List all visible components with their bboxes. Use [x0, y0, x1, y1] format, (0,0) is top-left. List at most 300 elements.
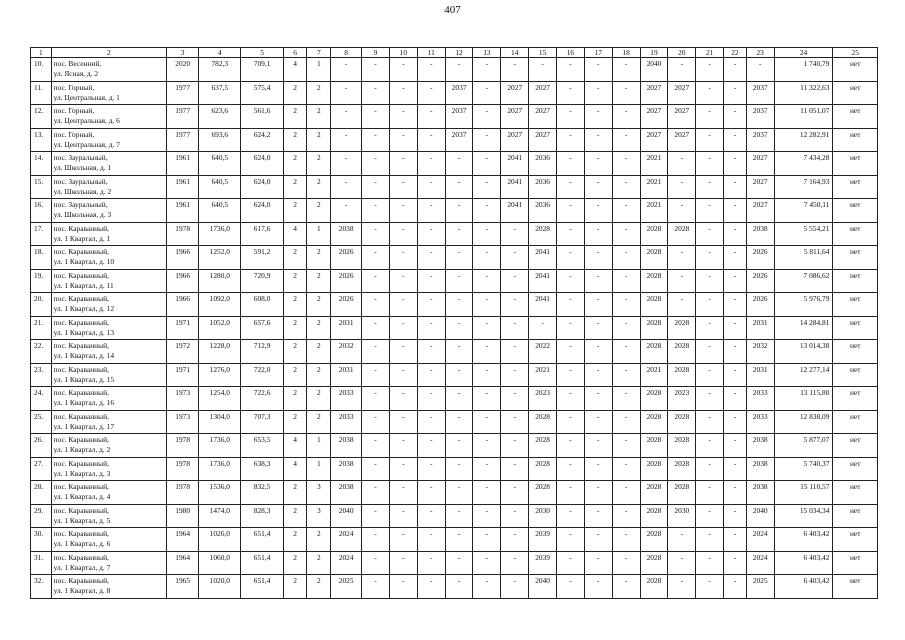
data-cell: - — [612, 363, 640, 387]
data-cell: 832,5 — [241, 481, 283, 505]
data-cell: - — [331, 105, 362, 129]
table-row — [31, 58, 878, 82]
table-row — [31, 457, 878, 481]
data-cell: - — [612, 293, 640, 317]
data-cell: - — [331, 199, 362, 223]
data-cell: 5 976,79 — [774, 293, 833, 317]
data-cell: - — [584, 58, 612, 82]
data-cell: - — [696, 363, 724, 387]
data-cell: 2026 — [331, 246, 362, 270]
address-settlement: пос. Караванный, — [53, 247, 109, 256]
address-settlement: пос. Весенний, — [53, 59, 102, 68]
data-cell: 2 — [283, 105, 307, 129]
data-cell: 712,9 — [241, 340, 283, 364]
data-cell: 638,3 — [241, 457, 283, 481]
data-cell: 2033 — [331, 410, 362, 434]
data-cell: - — [501, 340, 529, 364]
row-number: 31. — [31, 551, 52, 575]
data-cell: 623,6 — [199, 105, 241, 129]
data-cell: - — [724, 58, 747, 82]
data-cell: - — [362, 246, 390, 270]
data-cell: 2 — [283, 340, 307, 364]
data-cell: 657,6 — [241, 316, 283, 340]
data-cell: - — [668, 575, 696, 599]
data-cell: - — [612, 199, 640, 223]
data-cell: - — [362, 504, 390, 528]
data-cell: - — [612, 481, 640, 505]
data-cell: 2 — [307, 152, 331, 176]
address-street: ул. 1 Квартал, д. 6 — [53, 539, 111, 548]
data-cell: - — [724, 175, 747, 199]
data-cell: - — [501, 246, 529, 270]
data-cell: - — [557, 363, 585, 387]
data-cell: 1964 — [167, 528, 199, 552]
address-cell — [51, 363, 167, 387]
data-cell: - — [696, 58, 724, 82]
row-number: 20. — [31, 293, 52, 317]
data-cell: - — [389, 128, 417, 152]
data-cell: 2 — [307, 246, 331, 270]
data-cell: нет — [833, 363, 878, 387]
column-header: 19 — [640, 48, 668, 58]
data-cell: - — [668, 152, 696, 176]
table-row — [31, 316, 878, 340]
data-cell: 2028 — [640, 269, 668, 293]
data-cell: - — [584, 504, 612, 528]
data-cell: - — [501, 387, 529, 411]
data-cell: 2020 — [167, 58, 199, 82]
data-cell: 2033 — [331, 387, 362, 411]
data-cell: - — [445, 340, 473, 364]
data-cell: - — [612, 457, 640, 481]
data-cell: 2027 — [746, 199, 774, 223]
data-cell: - — [557, 340, 585, 364]
data-cell: 591,2 — [241, 246, 283, 270]
page-number: 407 — [444, 4, 461, 16]
data-cell: - — [612, 434, 640, 458]
data-cell: - — [417, 504, 445, 528]
data-cell: - — [668, 246, 696, 270]
address-cell — [51, 105, 167, 129]
table-row — [31, 81, 878, 105]
data-cell: - — [724, 575, 747, 599]
data-cell: - — [529, 316, 557, 340]
data-cell: 6 403,42 — [774, 528, 833, 552]
row-number: 29. — [31, 504, 52, 528]
data-cell: - — [584, 387, 612, 411]
address-settlement: пос. Зауральный, — [53, 200, 108, 209]
data-cell: - — [724, 340, 747, 364]
address-street: ул. 1 Квартал, д. 15 — [53, 374, 115, 384]
data-cell: 2023 — [529, 387, 557, 411]
data-cell: 2039 — [529, 528, 557, 552]
data-cell: 2031 — [331, 316, 362, 340]
data-cell: 637,5 — [199, 81, 241, 105]
data-cell: - — [473, 293, 501, 317]
data-cell: нет — [833, 575, 878, 599]
data-cell: - — [584, 410, 612, 434]
data-cell: - — [445, 387, 473, 411]
data-cell: 2027 — [668, 105, 696, 129]
data-cell: - — [501, 457, 529, 481]
data-cell: - — [362, 340, 390, 364]
data-cell: - — [473, 551, 501, 575]
data-cell: 3 — [307, 504, 331, 528]
data-cell: 624,0 — [241, 152, 283, 176]
address-cell — [51, 457, 167, 481]
table-row — [31, 410, 878, 434]
data-cell: - — [612, 222, 640, 246]
address-settlement: пос. Караванный, — [53, 552, 109, 562]
address-street: ул. 1 Квартал, д. 5 — [53, 515, 111, 525]
data-cell: - — [417, 269, 445, 293]
data-cell: 2028 — [640, 481, 668, 505]
data-cell: - — [389, 410, 417, 434]
data-cell: 2025 — [746, 575, 774, 599]
data-cell: - — [557, 199, 585, 223]
data-cell: - — [584, 81, 612, 105]
data-cell: 2027 — [668, 81, 696, 105]
table-body — [31, 58, 878, 599]
data-cell: - — [724, 269, 747, 293]
data-cell: - — [417, 551, 445, 575]
data-cell: - — [417, 434, 445, 458]
data-cell: 2028 — [640, 504, 668, 528]
row-number: 18. — [31, 246, 52, 270]
data-cell: 11 322,63 — [774, 81, 833, 105]
data-cell: - — [362, 551, 390, 575]
data-cell: - — [362, 457, 390, 481]
data-cell: 2 — [307, 575, 331, 599]
data-cell: 2022 — [529, 340, 557, 364]
data-cell: 2028 — [640, 246, 668, 270]
table-row — [31, 222, 878, 246]
data-cell: - — [389, 175, 417, 199]
data-cell: - — [501, 269, 529, 293]
address-street: ул. 1 Квартал, д. 10 — [53, 257, 115, 266]
address-street: ул. Центральная, д. 6 — [53, 116, 120, 125]
row-number: 32. — [31, 575, 52, 599]
column-header: 13 — [473, 48, 501, 58]
data-cell: 2 — [307, 316, 331, 340]
column-header: 7 — [307, 48, 331, 58]
data-cell: 3 — [307, 481, 331, 505]
data-cell: 2027 — [501, 105, 529, 129]
address-settlement: пос. Караванный, — [53, 482, 109, 491]
data-cell: 13 014,38 — [774, 340, 833, 364]
data-cell: 2027 — [640, 81, 668, 105]
data-cell: 2038 — [746, 222, 774, 246]
data-cell: - — [389, 222, 417, 246]
data-cell: 2028 — [668, 434, 696, 458]
data-cell: 608,0 — [241, 293, 283, 317]
data-cell: - — [612, 528, 640, 552]
data-cell: - — [473, 457, 501, 481]
data-cell: 2039 — [529, 551, 557, 575]
data-cell: - — [696, 128, 724, 152]
data-cell: - — [389, 481, 417, 505]
data-cell: нет — [833, 528, 878, 552]
data-cell: - — [331, 58, 362, 82]
data-cell: - — [501, 551, 529, 575]
data-cell: - — [417, 316, 445, 340]
address-street: ул. 1 Квартал, д. 17 — [53, 421, 115, 431]
data-cell: 2025 — [331, 575, 362, 599]
data-cell: 722,0 — [241, 363, 283, 387]
data-cell: - — [557, 293, 585, 317]
data-cell: 2027 — [529, 81, 557, 105]
data-cell: 2 — [283, 199, 307, 223]
table-row — [31, 363, 878, 387]
data-cell: 2038 — [746, 434, 774, 458]
data-cell: - — [362, 81, 390, 105]
data-cell: - — [557, 504, 585, 528]
data-cell: - — [473, 410, 501, 434]
address-street: ул. 1 Квартал, д. 8 — [53, 586, 111, 595]
address-cell — [51, 410, 167, 434]
data-cell: - — [724, 293, 747, 317]
data-cell: 1966 — [167, 293, 199, 317]
data-cell: - — [612, 152, 640, 176]
data-cell: 1961 — [167, 199, 199, 223]
data-cell: - — [501, 363, 529, 387]
data-cell: - — [529, 58, 557, 82]
data-cell: 2028 — [640, 528, 668, 552]
data-cell: нет — [833, 222, 878, 246]
data-cell: - — [473, 105, 501, 129]
data-cell: 1971 — [167, 363, 199, 387]
data-cell: - — [362, 128, 390, 152]
address-cell — [51, 293, 167, 317]
data-cell: - — [584, 246, 612, 270]
data-cell: - — [473, 81, 501, 105]
row-number: 21. — [31, 316, 52, 340]
data-cell: нет — [833, 246, 878, 270]
data-cell: 653,5 — [241, 434, 283, 458]
data-cell: - — [362, 363, 390, 387]
data-cell: - — [584, 340, 612, 364]
column-header: 22 — [724, 48, 747, 58]
row-number: 12. — [31, 105, 52, 129]
column-header: 12 — [445, 48, 473, 58]
data-cell: - — [473, 316, 501, 340]
data-cell: - — [362, 481, 390, 505]
data-cell: 651,4 — [241, 528, 283, 552]
data-cell: 1971 — [167, 316, 199, 340]
data-cell: 2028 — [668, 340, 696, 364]
address-settlement: пос. Караванный, — [53, 270, 109, 280]
row-number: 14. — [31, 152, 52, 176]
data-cell: - — [724, 222, 747, 246]
data-cell: 2041 — [501, 152, 529, 176]
address-street: ул. 1 Квартал, д. 16 — [53, 398, 115, 407]
address-street: ул. 1 Квартал, д. 11 — [53, 280, 114, 290]
data-cell: 1980 — [167, 504, 199, 528]
data-cell: 624,0 — [241, 175, 283, 199]
data-cell: 1978 — [167, 222, 199, 246]
data-cell: - — [612, 105, 640, 129]
data-cell: - — [724, 481, 747, 505]
data-cell: 2032 — [331, 340, 362, 364]
data-cell: 2 — [307, 340, 331, 364]
address-cell — [51, 269, 167, 293]
data-cell: 2037 — [746, 128, 774, 152]
row-number: 19. — [31, 269, 52, 293]
data-cell: - — [417, 58, 445, 82]
address-settlement: пос. Караванный, — [53, 294, 109, 303]
data-cell: - — [612, 575, 640, 599]
data-cell: 1961 — [167, 152, 199, 176]
data-cell: - — [445, 152, 473, 176]
data-cell: - — [584, 457, 612, 481]
data-cell: - — [612, 81, 640, 105]
table-row — [31, 528, 878, 552]
data-cell: - — [696, 222, 724, 246]
data-cell: - — [584, 128, 612, 152]
data-cell: - — [362, 316, 390, 340]
address-settlement: пос. Караванный, — [53, 529, 109, 538]
data-cell: - — [417, 387, 445, 411]
row-number: 27. — [31, 457, 52, 481]
address-cell — [51, 504, 167, 528]
data-cell: 1304,0 — [199, 410, 241, 434]
row-number: 17. — [31, 222, 52, 246]
data-cell: - — [612, 316, 640, 340]
data-cell: - — [724, 316, 747, 340]
data-cell: 1254,0 — [199, 387, 241, 411]
data-cell: - — [445, 410, 473, 434]
data-cell: 2 — [283, 481, 307, 505]
data-cell: - — [584, 175, 612, 199]
data-cell: 2 — [307, 269, 331, 293]
data-cell: 1052,0 — [199, 316, 241, 340]
data-cell: нет — [833, 175, 878, 199]
data-cell: 2024 — [331, 528, 362, 552]
row-number: 10. — [31, 58, 52, 82]
data-cell: - — [445, 246, 473, 270]
table-row — [31, 340, 878, 364]
data-cell: 7 164,93 — [774, 175, 833, 199]
data-cell: - — [724, 551, 747, 575]
data-cell: - — [557, 222, 585, 246]
data-cell: 1972 — [167, 340, 199, 364]
data-cell: 2037 — [445, 128, 473, 152]
data-cell: 2037 — [746, 81, 774, 105]
data-cell: - — [557, 410, 585, 434]
data-cell: 2 — [283, 551, 307, 575]
address-settlement: пос. Зауральный, — [53, 176, 108, 186]
address-street: ул. Центральная, д. 1 — [53, 92, 120, 102]
data-cell: - — [445, 434, 473, 458]
data-cell: нет — [833, 81, 878, 105]
data-cell: - — [668, 551, 696, 575]
data-cell: 5 877,07 — [774, 434, 833, 458]
data-cell: 2027 — [640, 105, 668, 129]
data-cell: нет — [833, 504, 878, 528]
data-cell: 2041 — [501, 175, 529, 199]
data-cell: 1973 — [167, 410, 199, 434]
data-cell: - — [696, 481, 724, 505]
data-cell: 2 — [283, 316, 307, 340]
data-cell: - — [612, 410, 640, 434]
data-cell: 2028 — [640, 457, 668, 481]
data-cell: 2 — [283, 363, 307, 387]
data-cell: 2031 — [746, 363, 774, 387]
data-cell: 2 — [283, 269, 307, 293]
row-number: 24. — [31, 387, 52, 411]
data-cell: - — [331, 175, 362, 199]
data-cell: - — [389, 316, 417, 340]
row-number: 25. — [31, 410, 52, 434]
data-cell: - — [362, 222, 390, 246]
data-cell: - — [445, 222, 473, 246]
table-row — [31, 434, 878, 458]
data-cell: - — [473, 528, 501, 552]
data-cell: - — [557, 128, 585, 152]
data-cell: - — [557, 387, 585, 411]
data-cell: 2 — [307, 528, 331, 552]
data-cell: - — [557, 58, 585, 82]
data-cell: нет — [833, 481, 878, 505]
data-cell: - — [612, 246, 640, 270]
data-cell: 1276,0 — [199, 363, 241, 387]
data-cell: - — [417, 293, 445, 317]
data-cell: 2 — [283, 175, 307, 199]
address-cell — [51, 387, 167, 411]
data-cell: - — [362, 575, 390, 599]
data-cell: - — [417, 481, 445, 505]
data-cell: 2 — [307, 199, 331, 223]
data-cell: - — [445, 551, 473, 575]
data-cell: - — [557, 81, 585, 105]
data-cell: - — [362, 152, 390, 176]
data-cell: 2037 — [445, 105, 473, 129]
data-cell: 2024 — [746, 551, 774, 575]
data-cell: - — [417, 457, 445, 481]
data-cell: 617,6 — [241, 222, 283, 246]
data-cell: 2027 — [501, 128, 529, 152]
data-cell: - — [445, 58, 473, 82]
data-cell: - — [445, 175, 473, 199]
data-cell: - — [331, 152, 362, 176]
data-cell: нет — [833, 340, 878, 364]
data-cell: - — [445, 457, 473, 481]
data-cell: 2 — [307, 81, 331, 105]
data-cell: - — [417, 199, 445, 223]
table-row — [31, 175, 878, 199]
data-cell: - — [668, 293, 696, 317]
address-street: ул. 1 Квартал, д. 7 — [53, 562, 111, 572]
data-cell: 2 — [283, 293, 307, 317]
row-number: 13. — [31, 128, 52, 152]
row-number: 15. — [31, 175, 52, 199]
column-header: 5 — [241, 48, 283, 58]
column-header: 3 — [167, 48, 199, 58]
data-cell: - — [501, 575, 529, 599]
data-cell: 1026,0 — [199, 528, 241, 552]
data-cell: 1020,0 — [199, 575, 241, 599]
data-cell: - — [584, 199, 612, 223]
address-settlement: пос. Караванный, — [53, 317, 109, 327]
column-header: 25 — [833, 48, 878, 58]
data-cell: 2027 — [529, 105, 557, 129]
data-cell: - — [668, 528, 696, 552]
data-cell: 2028 — [668, 222, 696, 246]
data-cell: - — [389, 293, 417, 317]
data-cell: 2 — [283, 128, 307, 152]
data-cell: - — [746, 58, 774, 82]
data-cell: - — [389, 575, 417, 599]
